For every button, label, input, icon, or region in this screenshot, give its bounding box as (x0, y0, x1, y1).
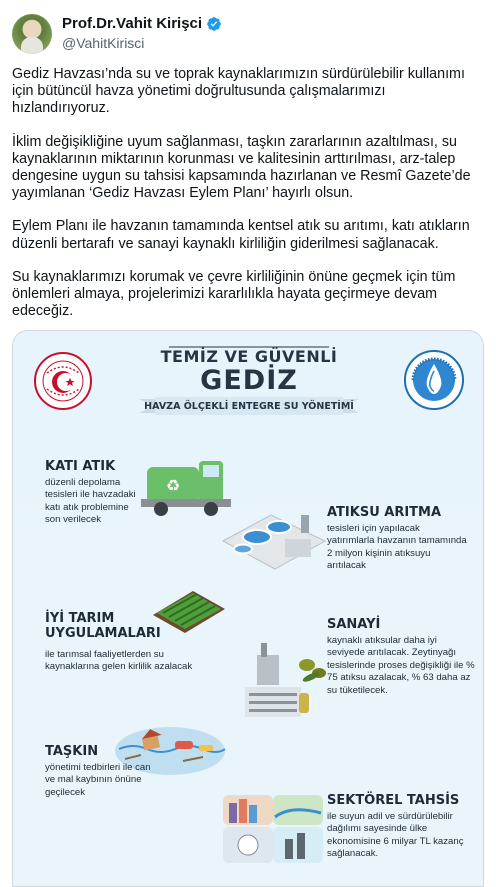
tweet-media-infographic[interactable] (12, 330, 484, 887)
section-title-tahsis: SEKTÖREL TAHSİS (327, 793, 460, 808)
section-body-sanayi: kaynaklı atıksular daha iyi seviyede arıtılacak. Zeytinyağı tesislerinde proses değişikliği ile % 75 atıksu azalacak, % 63 daha az su tüketilecek. (327, 635, 475, 696)
section-body-kati-atik: düzenli depolama tesisleri ile havzadaki katı atık problemine son verilecek (45, 477, 136, 526)
infographic-subtitle: HAVZA ÖLÇEKLİ ENTEGRE SU YÖNETİMİ (144, 401, 354, 412)
tweet-paragraph: Su kaynaklarımızı korumak ve çevre kirliliğinin önüne geçmek için tüm önlemleri almaya, projelerimizi kararlılıkla hayata geçirmeye devam edeceğiz. (12, 268, 456, 320)
section-body-tahsis: ile suyun adil ve sürdürülebilir dağılımı sayesinde ülke ekonomisine 6 milyar TL kazanç sağlanacak. (327, 811, 464, 860)
author-name-row[interactable] (62, 15, 222, 32)
infographic-title-line1: TEMİZ VE GÜVENLİ (160, 347, 338, 366)
section-body-tarim: ile tarımsal faaliyetlerden su kaynaklarına gelen kirlilik azalacak (45, 649, 193, 673)
tweet-paragraph: Eylem Planı ile havzanın tamamında kentsel atık su arıtımı, katı atıkların düzenli bertarafı ve sanayi kaynaklı kirliliğin giderilmesi sağlanacak. (12, 218, 470, 252)
tweet-paragraph: Gediz Havzası’nda su ve toprak kaynaklarımızın sürdürülebilir kullanımı için bütüncül havza yönetimi doğrultusunda çalışmalarımızı hızlandırıyoruz. (12, 66, 465, 117)
infographic-title-line2: GEDİZ (200, 365, 298, 396)
section-title-tarim: İYİ TARIM UYGULAMALARI (45, 611, 161, 641)
section-title-kati-atik: KATI ATIK (45, 459, 116, 474)
avatar[interactable] (12, 14, 52, 54)
section-title-atiksu: ATIKSU ARITMA (327, 505, 442, 520)
author-name[interactable]: Prof.Dr.Vahit Kirişci (62, 15, 203, 32)
svg-text:♻: ♻ (165, 476, 181, 495)
industry-olive-illustration (239, 641, 331, 723)
tweet-header (12, 12, 482, 56)
tweet-text (12, 66, 484, 336)
verified-badge-icon (206, 16, 222, 32)
sectoral-allocation-illustration (221, 787, 325, 865)
section-title-taskin: TAŞKIN (45, 744, 99, 759)
wastewater-plant-illustration (213, 501, 331, 577)
section-body-taskin: yönetimi tedbirleri ile can ve mal kaybının önüne geçilecek (45, 762, 151, 798)
section-body-atiksu: tesisleri için yapılacak yatırımlarla havzanın tamamında 2 milyon kişinin atıksuyu arıtılacak (327, 523, 467, 572)
tweet-paragraph: İklim değişikliğine uyum sağlanması, taşkın zararlarının azaltılması, su kaynaklarının miktarının korunması ve kalitesinin arttırılması, arz-talep dengesine uygun su tahsisi kapsamında hazırlanan ve Resmî Gazete’de yayımlanan ‘Gediz Havzası Eylem Planı’ hayırlı olsun. (12, 133, 471, 202)
section-title-sanayi: SANAYİ (327, 617, 381, 632)
author-handle[interactable]: @VahitKirisci (62, 35, 145, 51)
